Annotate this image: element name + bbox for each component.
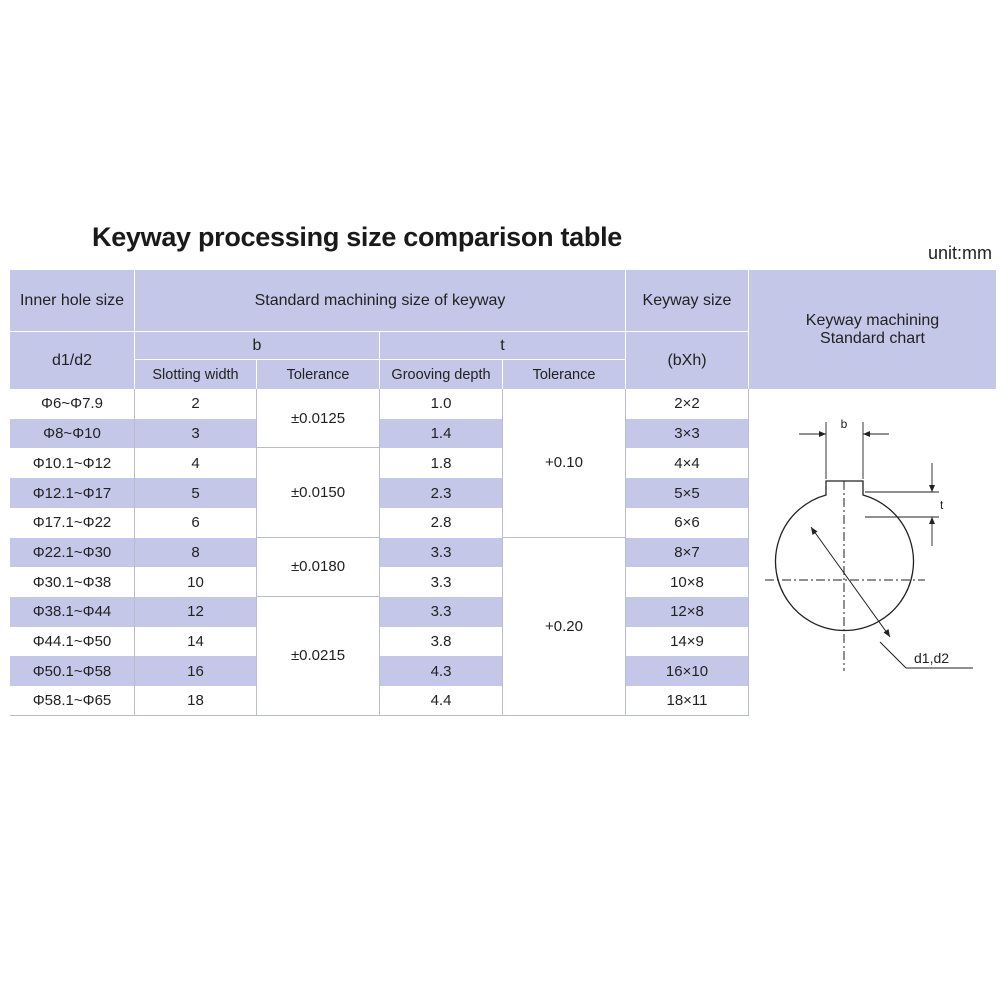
cell-depth: 2.8 (379, 508, 502, 538)
cell-size: 5×5 (625, 478, 748, 508)
header-t: t (379, 331, 625, 359)
width-tolerance-cell: ±0.0180 (256, 538, 379, 597)
header-slotting-width: Slotting width (134, 359, 256, 389)
cell-width: 10 (134, 567, 256, 597)
header-d1d2: d1/d2 (10, 331, 134, 389)
cell-depth: 3.3 (379, 538, 502, 568)
cell-depth: 1.8 (379, 448, 502, 478)
cell-depth: 4.4 (379, 686, 502, 716)
cell-depth: 3.3 (379, 597, 502, 627)
keyway-table (10, 270, 996, 716)
cell-hole: Φ58.1~Φ65 (10, 686, 134, 716)
cell-width: 2 (134, 389, 256, 419)
leader-line (880, 642, 906, 668)
b-arrow-left (819, 431, 826, 437)
cell-width: 6 (134, 508, 256, 538)
cell-size: 6×6 (625, 508, 748, 538)
cell-depth: 1.4 (379, 419, 502, 449)
page-title: Keyway processing size comparison table (92, 222, 623, 252)
cell-hole: Φ50.1~Φ58 (10, 656, 134, 686)
cell-hole: Φ44.1~Φ50 (10, 627, 134, 657)
cell-hole: Φ10.1~Φ12 (10, 448, 134, 478)
cell-width: 12 (134, 597, 256, 627)
cell-width: 4 (134, 448, 256, 478)
diameter-line (811, 527, 890, 637)
header-grooving-depth: Grooving depth (379, 359, 502, 389)
cell-size: 10×8 (625, 567, 748, 597)
cell-width: 3 (134, 419, 256, 449)
cell-depth: 4.3 (379, 656, 502, 686)
header-b: b (134, 331, 379, 359)
diameter-arrow-bottom (884, 629, 891, 637)
t-arrow-top (929, 485, 935, 492)
cell-width: 5 (134, 478, 256, 508)
cell-hole: Φ6~Φ7.9 (10, 389, 134, 419)
unit-label: unit:mm (927, 243, 992, 263)
width-tolerance-cell: ±0.0215 (256, 597, 379, 716)
cell-depth: 1.0 (379, 389, 502, 419)
diameter-arrow-top (811, 527, 818, 535)
cell-depth: 2.3 (379, 478, 502, 508)
cell-size: 3×3 (625, 419, 748, 449)
cell-width: 16 (134, 656, 256, 686)
header-bxh: (bXh) (625, 331, 748, 389)
depth-tolerance-cell: +0.20 (502, 538, 625, 716)
t-arrow-bottom (929, 517, 935, 524)
cell-width: 14 (134, 627, 256, 657)
cell-depth: 3.8 (379, 627, 502, 657)
cell-size: 4×4 (625, 448, 748, 478)
cell-hole: Φ12.1~Φ17 (10, 478, 134, 508)
width-tolerance-cell: ±0.0150 (256, 448, 379, 537)
b-arrow-right (863, 431, 870, 437)
cell-hole: Φ22.1~Φ30 (10, 538, 134, 568)
depth-tolerance-cell: +0.10 (502, 389, 625, 538)
cell-size: 14×9 (625, 627, 748, 657)
label-t: t (940, 498, 944, 512)
cell-size: 8×7 (625, 538, 748, 568)
cell-size: 18×11 (625, 686, 748, 716)
cell-size: 2×2 (625, 389, 748, 419)
keyway-diagram (749, 389, 996, 715)
cell-size: 12×8 (625, 597, 748, 627)
header-inner-hole-size: Inner hole size (10, 270, 134, 331)
cell-hole: Φ17.1~Φ22 (10, 508, 134, 538)
width-tolerance-cell: ±0.0125 (256, 389, 379, 448)
cell-hole: Φ38.1~Φ44 (10, 597, 134, 627)
cell-hole: Φ8~Φ10 (10, 419, 134, 449)
keyway-diagram-cell (748, 389, 996, 716)
label-d1d2: d1,d2 (914, 650, 950, 666)
cell-hole: Φ30.1~Φ38 (10, 567, 134, 597)
chart-heading-line1: Keyway machining (805, 311, 940, 329)
cell-width: 18 (134, 686, 256, 716)
label-b: b (840, 417, 848, 431)
cell-depth: 3.3 (379, 567, 502, 597)
header-tolerance-b: Tolerance (256, 359, 379, 389)
chart-heading-line2: Standard chart (820, 329, 925, 347)
cell-width: 8 (134, 538, 256, 568)
header-tolerance-t: Tolerance (502, 359, 625, 389)
header-chart (748, 270, 996, 389)
header-standard-machining: Standard machining size of keyway (134, 270, 625, 331)
cell-size: 16×10 (625, 656, 748, 686)
header-keyway-size: Keyway size (625, 270, 748, 331)
